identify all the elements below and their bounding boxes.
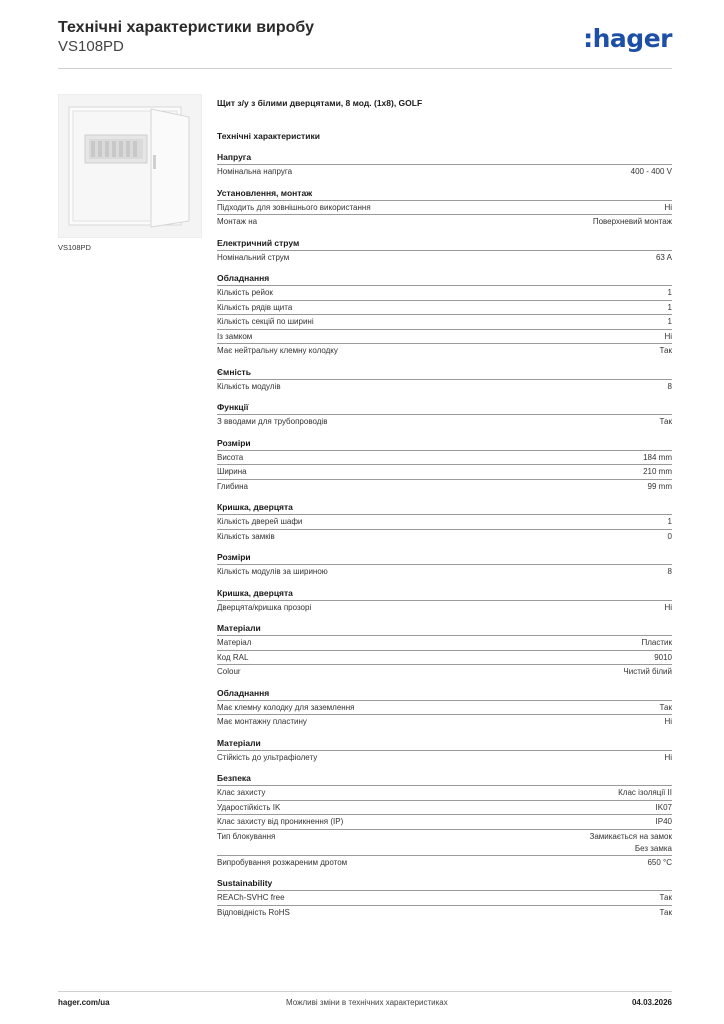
footer-notice: Можливі зміни в технічних характеристиках [286,998,448,1007]
spec-label: Ширина [217,467,247,476]
spec-value: Так [659,907,672,917]
spec-row [217,464,672,479]
distribution-board-icon [59,95,201,237]
spec-row [217,164,672,179]
spec-row [217,379,672,394]
spec-label: Номінальний струм [217,252,290,262]
spec-row [217,664,672,679]
section-title: Напруга [217,152,252,162]
spec-section [217,271,672,358]
spec-label: Кількість секцій по ширині [217,317,314,326]
spec-value: Клас ізоляції II [618,788,672,797]
tech-specs-heading: Технічні характеристики [217,131,320,141]
section-title: Електричний струм [217,237,300,248]
spec-value: Ні [664,752,672,762]
spec-label: Клас захисту від проникнення (IP) [217,817,344,826]
spec-value: 8 [667,381,672,391]
spec-label: Кількість рейок [217,288,273,297]
spec-value: 184 mm [643,452,672,462]
section-title: Ємність [217,366,251,377]
spec-value: 1 [667,302,672,312]
spec-value: 1 [667,317,672,326]
spec-row [217,285,672,300]
spec-value: 63 A [655,252,672,262]
product-name: Щит з/у з білими дверцятами, 8 мод. (1x8), GOLF [217,98,423,108]
section-title: Обладнання [217,687,270,698]
spec-value: 9010 [654,652,672,662]
spec-value: 0 [667,531,672,541]
spec-section [217,876,672,919]
spec-row [217,314,672,329]
section-title: Матеріали [217,623,261,633]
spec-label: Випробування розжареним дротом [217,857,348,867]
spec-row [217,300,672,315]
spec-section [217,436,672,494]
spec-section [217,686,672,729]
spec-label: REACh-SVHC free [217,893,285,902]
section-title: Кришка, дверцята [217,502,293,512]
spec-value: Поверхневий монтаж [592,217,672,226]
spec-label: Кількість замків [217,531,275,541]
spec-value [590,831,673,855]
product-image-caption: VS108PD [58,243,91,252]
page-title: Технічні характеристики виробу [58,19,314,36]
spec-section [217,150,672,179]
spec-value: 210 mm [643,467,672,476]
spec-value: Так [659,417,672,426]
spec-label: Кількість дверей шафи [217,517,303,526]
spec-row [217,514,672,529]
section-title: Обладнання [217,273,270,283]
section-title: Матеріали [217,737,261,748]
spec-label: Дверцята/кришка прозорі [217,602,312,612]
spec-sections [217,150,672,919]
section-title: Розміри [217,437,251,448]
spec-value: Ні [664,202,672,212]
spec-row [217,855,672,870]
spec-label: Кількість модулів за шириною [217,567,328,576]
spec-row [217,529,672,544]
footer-date: 04.03.2026 [631,998,672,1007]
spec-label: Клас захисту [217,788,266,797]
spec-row [217,714,672,729]
spec-label: Кількість модулів [217,381,281,391]
spec-label: Монтаж на [217,217,258,226]
spec-row [217,814,672,829]
spec-label: З вводами для трубопроводів [217,417,328,426]
spec-value: 400 - 400 V [630,167,672,176]
spec-label: Має клемну колодку для заземлення [217,702,355,712]
spec-label: Colour [217,667,241,676]
spec-row [217,905,672,920]
spec-row [217,343,672,358]
spec-row [217,700,672,715]
spec-value: Ні [664,717,672,726]
spec-row [217,829,672,855]
spec-section [217,400,672,429]
spec-section [217,586,672,615]
section-title: Кришка, дверцята [217,587,293,598]
section-title: Установлення, монтаж [217,187,313,198]
header-divider [58,68,672,69]
spec-label: Код RAL [217,652,249,662]
footer-divider [58,991,672,992]
spec-value: Ні [664,331,672,341]
spec-value: Так [659,893,672,902]
spec-label: Підходить для зовнішнього використання [217,202,371,212]
spec-row [217,800,672,815]
spec-section [217,771,672,869]
spec-section [217,500,672,543]
spec-label: Ударостійкість IK [217,802,281,812]
spec-label: Висота [217,452,244,462]
spec-section [217,550,672,579]
spec-label: Кількість рядів щита [217,302,293,312]
spec-label: Відповідність RoHS [217,907,290,917]
spec-row [217,890,672,905]
spec-label: Номінальна напруга [217,167,293,176]
hager-logo: :hager [583,24,672,53]
spec-row [217,600,672,615]
product-image [58,94,202,238]
spec-label: Має нейтральну клемну колодку [217,346,338,355]
spec-value-line: Без замка [634,843,672,853]
page-header [58,18,314,56]
spec-value: 1 [667,288,672,297]
spec-row [217,635,672,650]
spec-label: Матеріал [217,638,252,647]
spec-row [217,329,672,344]
spec-row [217,414,672,429]
spec-value: Так [659,702,672,712]
spec-row [217,785,672,800]
section-title: Sustainability [217,878,273,888]
spec-content [217,96,672,919]
spec-value: Пластик [641,638,672,647]
spec-label: Глибина [217,481,248,491]
spec-row [217,450,672,465]
spec-value: 1 [667,517,672,526]
spec-value-line: Замикається на замок [589,831,672,841]
spec-value: Так [659,346,672,355]
spec-row [217,564,672,579]
spec-label: Має монтажну пластину [217,717,307,726]
spec-row [217,750,672,765]
footer-website: hager.com/ua [58,998,110,1007]
spec-value: 99 mm [647,481,672,491]
spec-label: Стійкість до ультрафіолету [217,752,318,762]
spec-value: 8 [667,567,672,576]
spec-value: IK07 [655,802,672,812]
spec-row [217,479,672,494]
spec-label: Із замком [217,331,253,341]
spec-value: Чистий білий [623,667,672,676]
spec-section [217,236,672,265]
spec-section [217,186,672,229]
section-title: Функції [217,402,249,412]
spec-row [217,214,672,229]
spec-section [217,736,672,765]
spec-value: IP40 [655,817,672,826]
section-title: Розміри [217,552,251,562]
spec-row [217,250,672,265]
spec-row [217,650,672,665]
product-code: VS108PD [58,38,124,55]
spec-value: 650 °C [647,857,672,867]
spec-value: Ні [664,602,672,612]
spec-section [217,621,672,679]
spec-row [217,200,672,215]
spec-section [217,365,672,394]
spec-label: Тип блокування [217,831,276,841]
section-title: Безпека [217,773,251,783]
